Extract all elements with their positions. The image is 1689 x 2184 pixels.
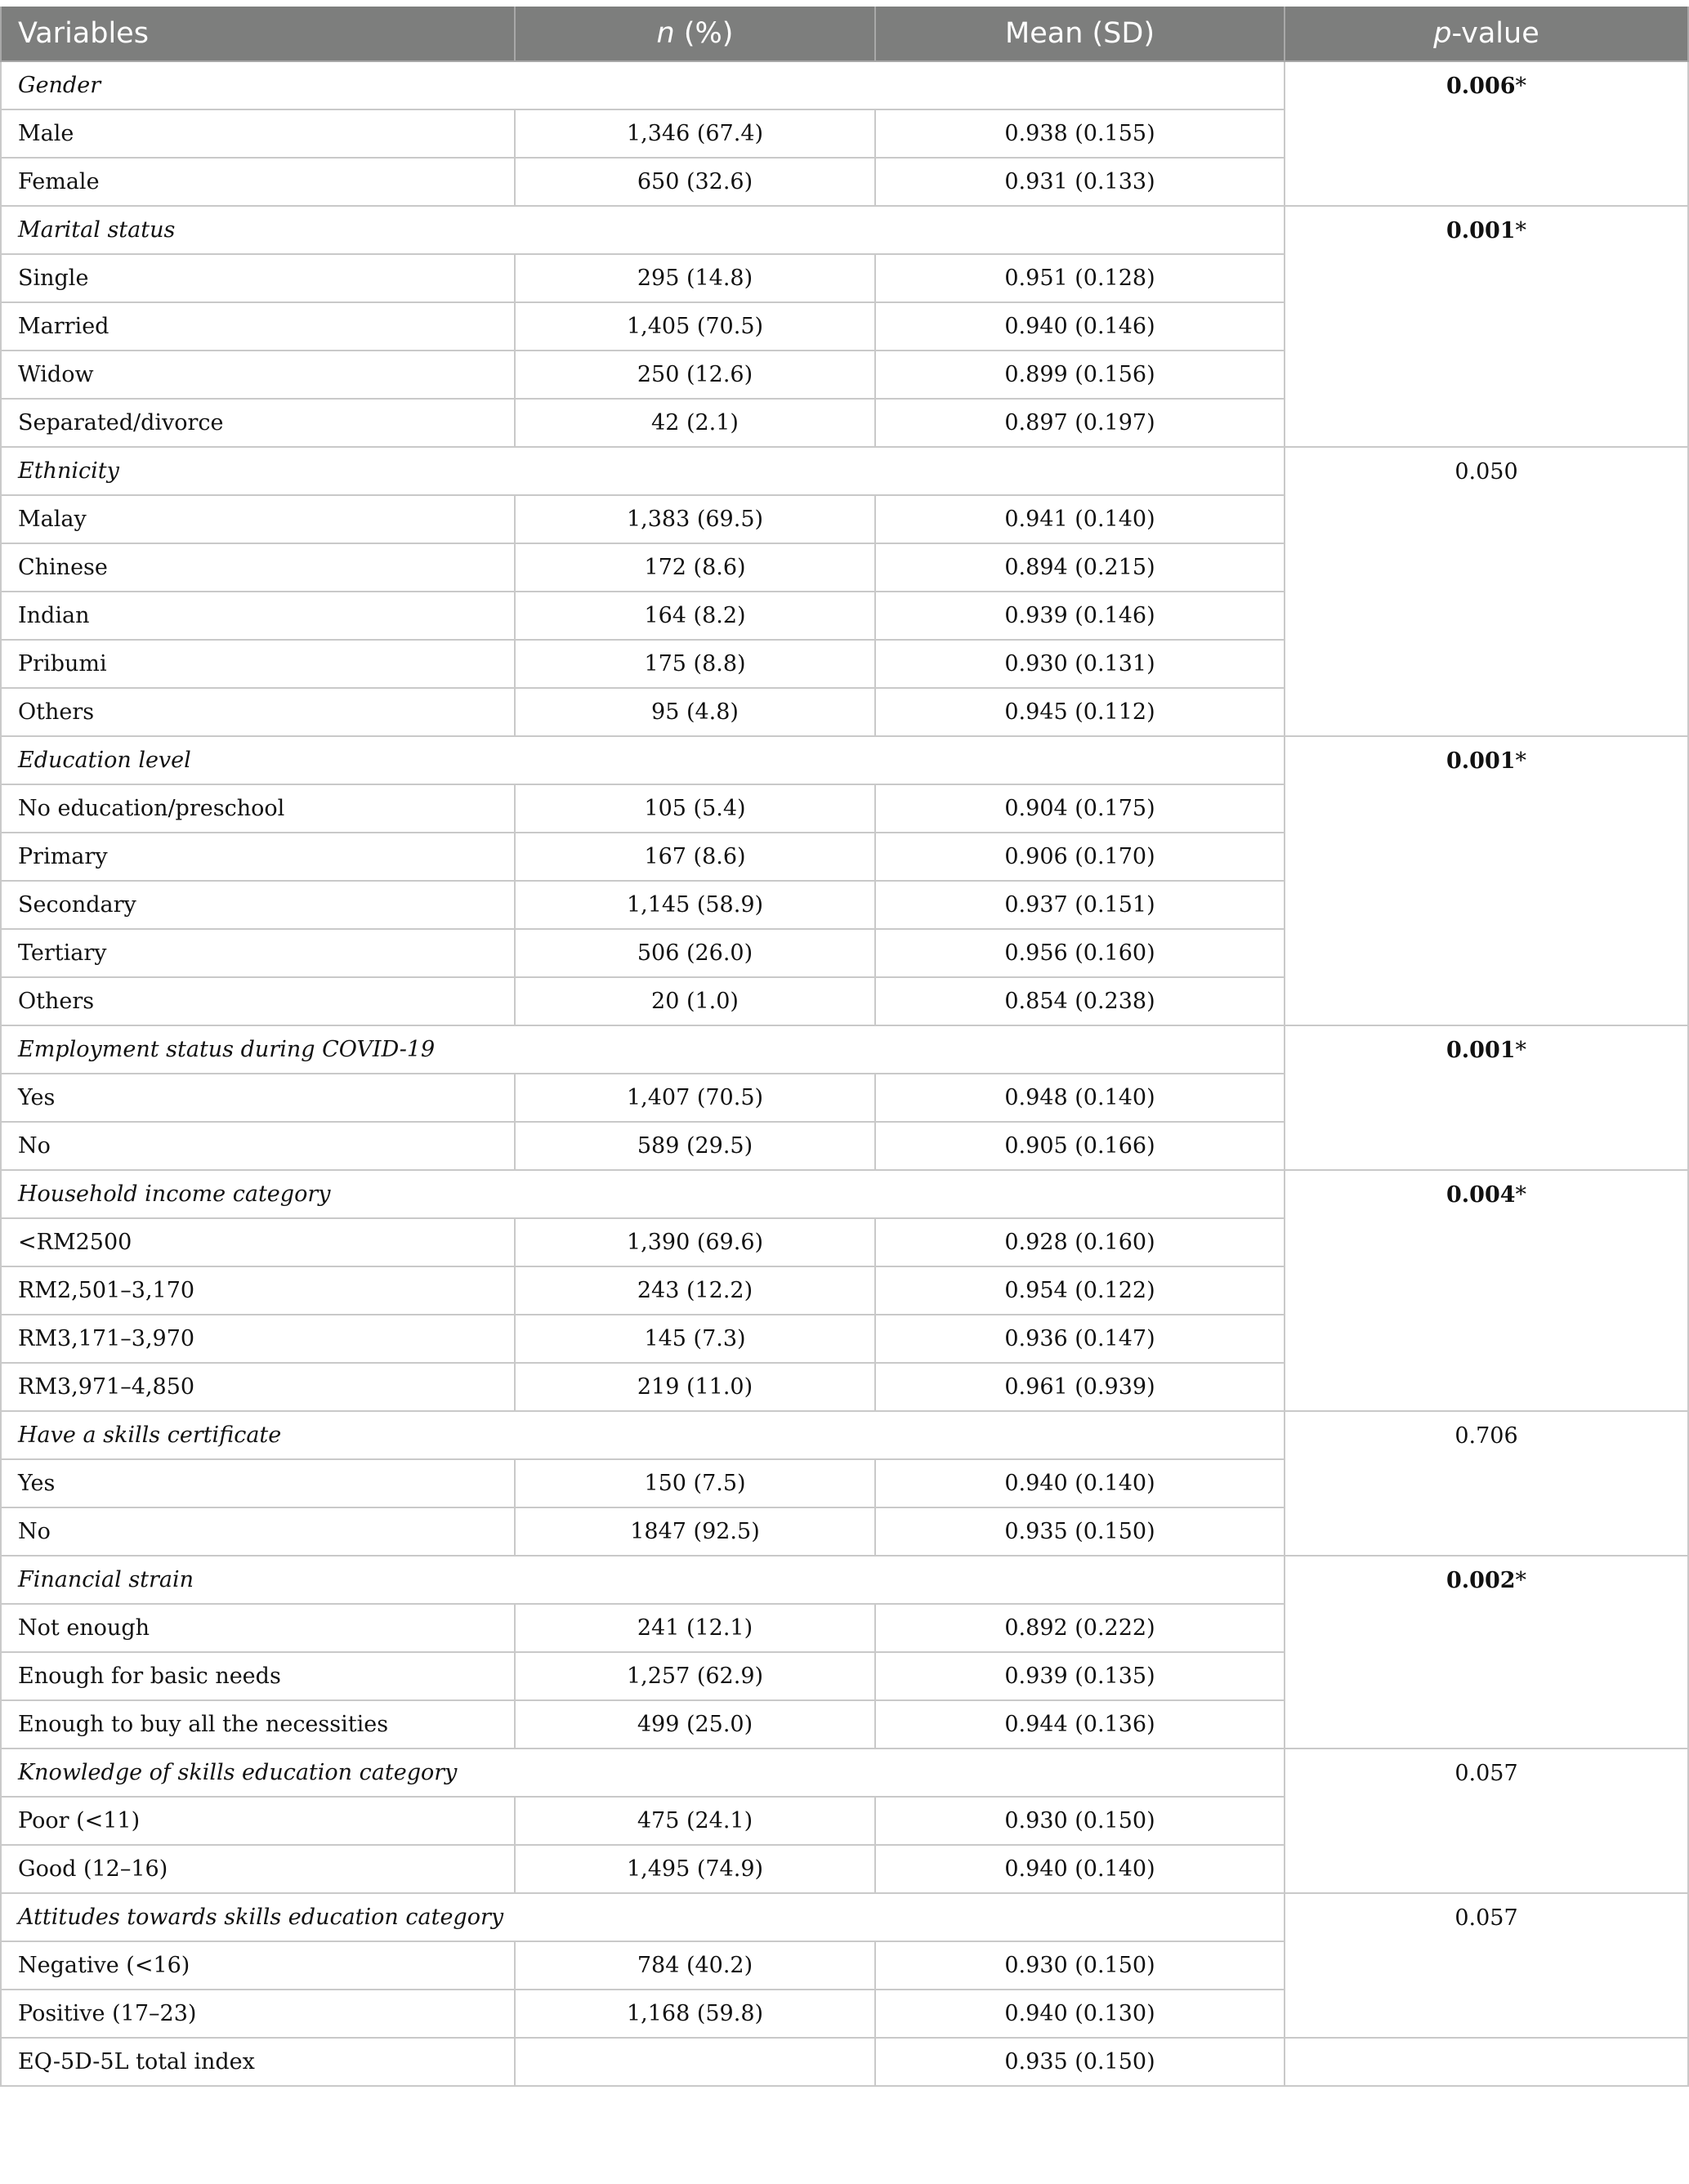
row-mean-sd: 0.951 (0.128) (875, 254, 1285, 302)
header-n-percent (515, 7, 875, 61)
row-n-percent: 164 (8.2) (515, 592, 875, 640)
row-label: <RM2500 (1, 1218, 515, 1266)
row-label: Indian (1, 592, 515, 640)
row-n-percent: 150 (7.5) (515, 1459, 875, 1507)
row-label: Poor (<11) (1, 1797, 515, 1845)
row-label: Widow (1, 351, 515, 399)
group-p-value-cell (1285, 1893, 1688, 2038)
row-label: No education/preschool (1, 784, 515, 833)
header-p-suffix: -value (1451, 17, 1539, 50)
group-label: Have a skills certificate (1, 1411, 1285, 1459)
group-p-value-cell (1285, 447, 1688, 736)
row-label: Not enough (1, 1604, 515, 1652)
row-n-percent: 1,346 (67.4) (515, 109, 875, 158)
group-header-row (1, 1411, 1688, 1459)
group-header-row (1, 1556, 1688, 1604)
group-header-row (1, 447, 1688, 495)
row-n-percent: 1,257 (62.9) (515, 1652, 875, 1700)
results-table (0, 7, 1689, 2087)
group-header-row (1, 61, 1688, 109)
total-row (1, 2038, 1688, 2086)
row-n-percent: 20 (1.0) (515, 977, 875, 1025)
row-mean-sd: 0.935 (0.150) (875, 1507, 1285, 1556)
row-n-percent: 219 (11.0) (515, 1363, 875, 1411)
group-label: Knowledge of skills education category (1, 1749, 1285, 1797)
row-mean-sd: 0.899 (0.156) (875, 351, 1285, 399)
header-p-symbol: p (1433, 17, 1452, 50)
row-label: Primary (1, 833, 515, 881)
header-variables: Variables (1, 7, 515, 61)
row-mean-sd: 0.940 (0.146) (875, 302, 1285, 351)
total-mean-sd: 0.935 (0.150) (875, 2038, 1285, 2086)
group-p-value-cell (1285, 1556, 1688, 1749)
significance-marker: * (1515, 218, 1527, 243)
row-label: RM2,501–3,170 (1, 1266, 515, 1315)
group-p-value-cell (1285, 61, 1688, 206)
row-label: Yes (1, 1074, 515, 1122)
row-n-percent: 784 (40.2) (515, 1941, 875, 1990)
group-p-value-cell (1285, 206, 1688, 447)
row-mean-sd: 0.948 (0.140) (875, 1074, 1285, 1122)
row-n-percent: 105 (5.4) (515, 784, 875, 833)
row-label: Male (1, 109, 515, 158)
row-label: Married (1, 302, 515, 351)
significance-marker: * (1515, 1038, 1527, 1063)
row-n-percent: 1,495 (74.9) (515, 1845, 875, 1893)
row-mean-sd: 0.939 (0.135) (875, 1652, 1285, 1700)
p-value: 0.057 (1454, 1761, 1518, 1786)
table-header (1, 7, 1688, 61)
significance-marker: * (1515, 1568, 1527, 1593)
row-label: Good (12–16) (1, 1845, 515, 1893)
header-mean-sd: Mean (SD) (875, 7, 1285, 61)
row-n-percent: 1,383 (69.5) (515, 495, 875, 543)
significance-marker: * (1515, 748, 1527, 774)
row-mean-sd: 0.954 (0.122) (875, 1266, 1285, 1315)
row-n-percent: 475 (24.1) (515, 1797, 875, 1845)
p-value: 0.006 (1445, 74, 1516, 99)
row-mean-sd: 0.894 (0.215) (875, 543, 1285, 592)
row-mean-sd: 0.940 (0.130) (875, 1990, 1285, 2038)
row-mean-sd: 0.854 (0.238) (875, 977, 1285, 1025)
row-mean-sd: 0.931 (0.133) (875, 158, 1285, 206)
row-label: Secondary (1, 881, 515, 929)
row-n-percent: 1,168 (59.8) (515, 1990, 875, 2038)
row-label: Separated/divorce (1, 399, 515, 447)
row-n-percent: 250 (12.6) (515, 351, 875, 399)
row-mean-sd: 0.956 (0.160) (875, 929, 1285, 977)
row-label: Enough for basic needs (1, 1652, 515, 1700)
group-label: Education level (1, 736, 1285, 784)
group-p-value-cell (1285, 1025, 1688, 1170)
row-n-percent: 175 (8.8) (515, 640, 875, 688)
row-label: Others (1, 977, 515, 1025)
row-n-percent: 499 (25.0) (515, 1700, 875, 1749)
row-n-percent: 295 (14.8) (515, 254, 875, 302)
row-label: RM3,971–4,850 (1, 1363, 515, 1411)
row-mean-sd: 0.938 (0.155) (875, 109, 1285, 158)
row-mean-sd: 0.930 (0.150) (875, 1797, 1285, 1845)
group-p-value-cell (1285, 736, 1688, 1025)
row-n-percent: 243 (12.2) (515, 1266, 875, 1315)
row-n-percent: 1847 (92.5) (515, 1507, 875, 1556)
row-label: Yes (1, 1459, 515, 1507)
row-mean-sd: 0.937 (0.151) (875, 881, 1285, 929)
group-label: Marital status (1, 206, 1285, 254)
total-label: EQ-5D-5L total index (1, 2038, 515, 2086)
header-p-value (1285, 7, 1688, 61)
table-body (1, 61, 1688, 2086)
p-value: 0.002 (1445, 1568, 1516, 1593)
row-mean-sd: 0.944 (0.136) (875, 1700, 1285, 1749)
row-mean-sd: 0.940 (0.140) (875, 1459, 1285, 1507)
row-n-percent: 650 (32.6) (515, 158, 875, 206)
header-n-symbol: n (656, 17, 675, 50)
total-n-percent (515, 2038, 875, 2086)
group-header-row (1, 206, 1688, 254)
header-n-suffix: (%) (674, 17, 734, 50)
row-mean-sd: 0.897 (0.197) (875, 399, 1285, 447)
row-label: Pribumi (1, 640, 515, 688)
row-label: Enough to buy all the necessities (1, 1700, 515, 1749)
row-mean-sd: 0.906 (0.170) (875, 833, 1285, 881)
row-mean-sd: 0.905 (0.166) (875, 1122, 1285, 1170)
group-p-value-cell (1285, 1411, 1688, 1556)
group-label: Employment status during COVID-19 (1, 1025, 1285, 1074)
group-header-row (1, 736, 1688, 784)
group-header-row (1, 1893, 1688, 1941)
row-n-percent: 1,405 (70.5) (515, 302, 875, 351)
significance-marker: * (1515, 74, 1527, 99)
row-label: Chinese (1, 543, 515, 592)
row-label: Tertiary (1, 929, 515, 977)
row-mean-sd: 0.961 (0.939) (875, 1363, 1285, 1411)
group-label: Ethnicity (1, 447, 1285, 495)
row-n-percent: 241 (12.1) (515, 1604, 875, 1652)
row-label: Malay (1, 495, 515, 543)
row-mean-sd: 0.941 (0.140) (875, 495, 1285, 543)
group-label: Financial strain (1, 1556, 1285, 1604)
row-n-percent: 172 (8.6) (515, 543, 875, 592)
row-mean-sd: 0.939 (0.146) (875, 592, 1285, 640)
p-value: 0.001 (1445, 1038, 1516, 1063)
group-label: Attitudes towards skills education category (1, 1893, 1285, 1941)
row-n-percent: 95 (4.8) (515, 688, 875, 736)
p-value: 0.057 (1454, 1905, 1518, 1931)
row-mean-sd: 0.945 (0.112) (875, 688, 1285, 736)
row-mean-sd: 0.930 (0.131) (875, 640, 1285, 688)
row-mean-sd: 0.940 (0.140) (875, 1845, 1285, 1893)
row-label: Single (1, 254, 515, 302)
group-label: Gender (1, 61, 1285, 109)
p-value: 0.004 (1445, 1182, 1516, 1208)
row-mean-sd: 0.930 (0.150) (875, 1941, 1285, 1990)
row-n-percent: 1,145 (58.9) (515, 881, 875, 929)
row-label: Positive (17–23) (1, 1990, 515, 2038)
group-header-row (1, 1749, 1688, 1797)
row-n-percent: 1,390 (69.6) (515, 1218, 875, 1266)
row-label: No (1, 1507, 515, 1556)
group-p-value-cell (1285, 1749, 1688, 1893)
row-n-percent: 167 (8.6) (515, 833, 875, 881)
row-label: Female (1, 158, 515, 206)
row-n-percent: 589 (29.5) (515, 1122, 875, 1170)
group-p-value-cell (1285, 1170, 1688, 1411)
group-header-row (1, 1025, 1688, 1074)
row-mean-sd: 0.892 (0.222) (875, 1604, 1285, 1652)
row-label: RM3,171–3,970 (1, 1315, 515, 1363)
p-value: 0.001 (1445, 218, 1516, 243)
total-p-value (1285, 2038, 1688, 2086)
p-value: 0.001 (1445, 748, 1516, 774)
p-value: 0.050 (1454, 459, 1518, 485)
row-label: No (1, 1122, 515, 1170)
row-n-percent: 145 (7.3) (515, 1315, 875, 1363)
row-mean-sd: 0.904 (0.175) (875, 784, 1285, 833)
group-header-row (1, 1170, 1688, 1218)
row-mean-sd: 0.936 (0.147) (875, 1315, 1285, 1363)
row-n-percent: 506 (26.0) (515, 929, 875, 977)
row-n-percent: 42 (2.1) (515, 399, 875, 447)
row-label: Others (1, 688, 515, 736)
group-label: Household income category (1, 1170, 1285, 1218)
p-value: 0.706 (1454, 1423, 1518, 1449)
row-label: Negative (<16) (1, 1941, 515, 1990)
row-mean-sd: 0.928 (0.160) (875, 1218, 1285, 1266)
row-n-percent: 1,407 (70.5) (515, 1074, 875, 1122)
header-row (1, 7, 1688, 61)
significance-marker: * (1515, 1182, 1527, 1208)
